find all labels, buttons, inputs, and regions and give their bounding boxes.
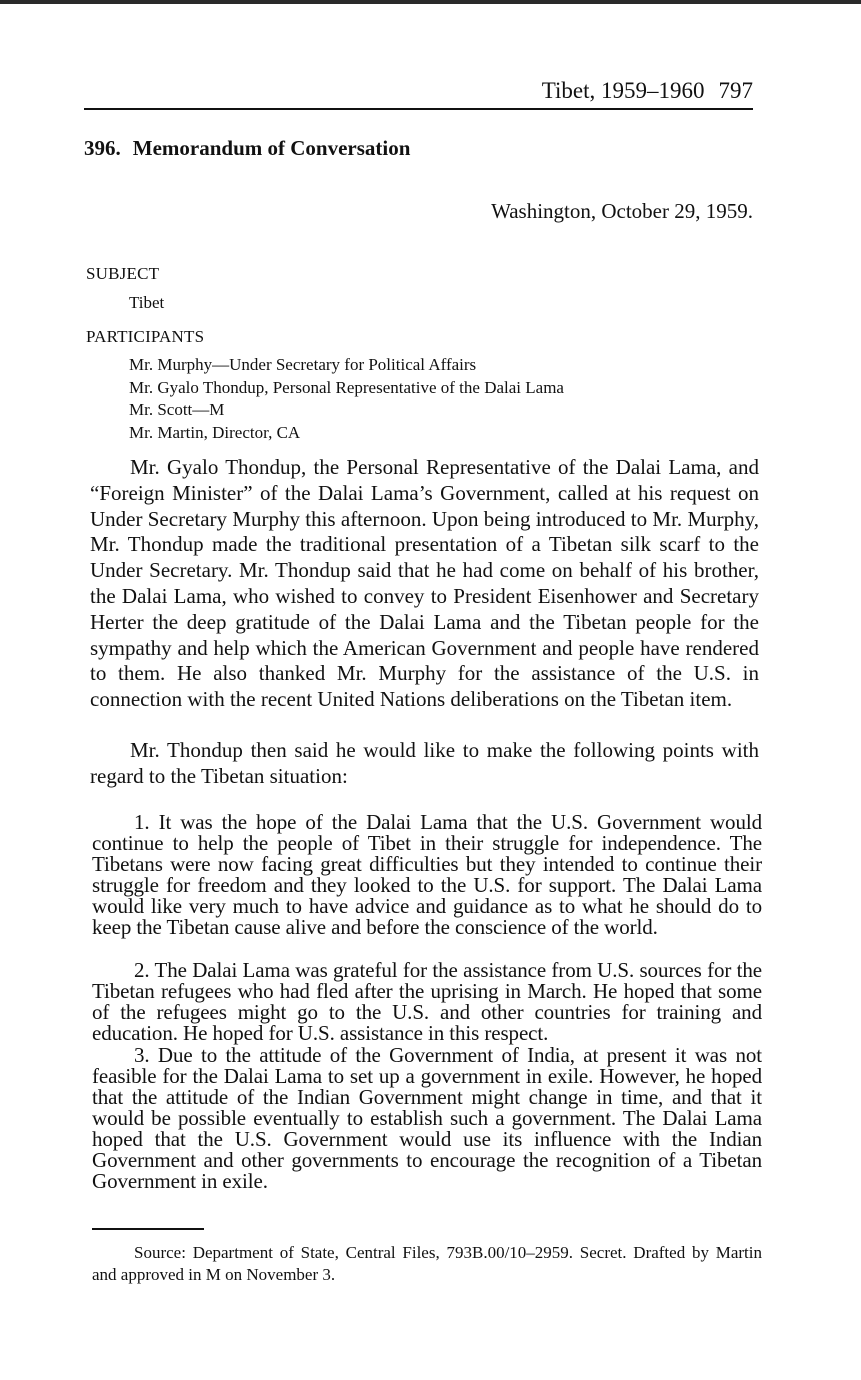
body-paragraph: Mr. Gyalo Thondup, the Personal Representative of the Dalai Lama, and “Foreign Minister” of the Dalai Lama’s Government, called at his request on Under Secretary Murphy this afternoon. Upon being introduced to Mr. Murphy, Mr. Thondup made the traditional presentation of a Tibetan silk scarf to the Under Secretary. Mr. Thondup said that he had come on behalf of his brother, the Dalai Lama, who wished to convey to President Eisenhower and Secretary Herter the deep gratitude of the Dalai Lama and the Tibetan people for the sympathy and help which the American Government and people have rendered to them. He also thanked Mr. Murphy for the assistance of the U.S. in connection with the recent United Nations deliberations on the Tibetan item. <box>90 455 759 712</box>
document-heading <box>84 134 410 162</box>
numbered-point: 2. The Dalai Lama was grateful for the assistance from U.S. sources for the Tibetan refugees who had fled after the uprising in March. He hoped that some of the refugees might go to the U.S. and other countries for training and education. He hoped for U.S. assistance in this respect. <box>92 958 762 1045</box>
running-head <box>84 76 753 106</box>
participant: Mr. Murphy—Under Secretary for Political Affairs <box>129 355 477 374</box>
source-footnote: Source: Department of State, Central Files, 793B.00/10–2959. Secret. Drafted by Martin and approved in M on November 3. <box>92 1243 762 1284</box>
numbered-point: 3. Due to the attitude of the Government of India, at present it was not feasible for the Dalai Lama to set up a government in exile. However, he hoped that the attitude of the Indian Government might change in time, and that it would be possible eventually to establish such a government. The Dalai Lama hoped that the U.S. Government would use its influence with the Indian Government and other governments to encourage the recognition of a Tibetan Government in exile. <box>92 1043 762 1193</box>
document-number: 396. <box>84 136 121 160</box>
numbered-point: 1. It was the hope of the Dalai Lama that the U.S. Government would continue to help the people of Tibet in their struggle for independence. The Tibetans were now facing great difficulties but they intended to continue their struggle for freedom and they looked to the U.S. for support. The Dalai Lama would like very much to have advice and guidance as to what he should do to keep the Tibetan cause alive and before the conscience of the world. <box>92 810 762 939</box>
document-title: Memorandum of Conversation <box>132 136 411 160</box>
participant: Mr. Scott—M <box>129 400 225 419</box>
dateline: Washington, October 29, 1959. <box>491 199 753 223</box>
body-paragraph: Mr. Thondup then said he would like to make the following points with regard to the Tibetan situation: <box>90 738 759 788</box>
participants-list <box>129 354 564 444</box>
participant: Mr. Martin, Director, CA <box>129 422 301 442</box>
page-number: 797 <box>718 78 753 103</box>
header-rule <box>84 108 753 110</box>
participant: Mr. Gyalo Thondup, Personal Representative of the Dalai Lama <box>129 377 564 397</box>
subject-label: SUBJECT <box>86 264 160 283</box>
subject-value: Tibet <box>129 293 165 312</box>
footnote-rule <box>92 1228 204 1230</box>
running-head-title: Tibet, 1959–1960 <box>541 78 705 103</box>
scan-top-edge <box>0 0 861 4</box>
participants-label: PARTICIPANTS <box>86 327 205 346</box>
